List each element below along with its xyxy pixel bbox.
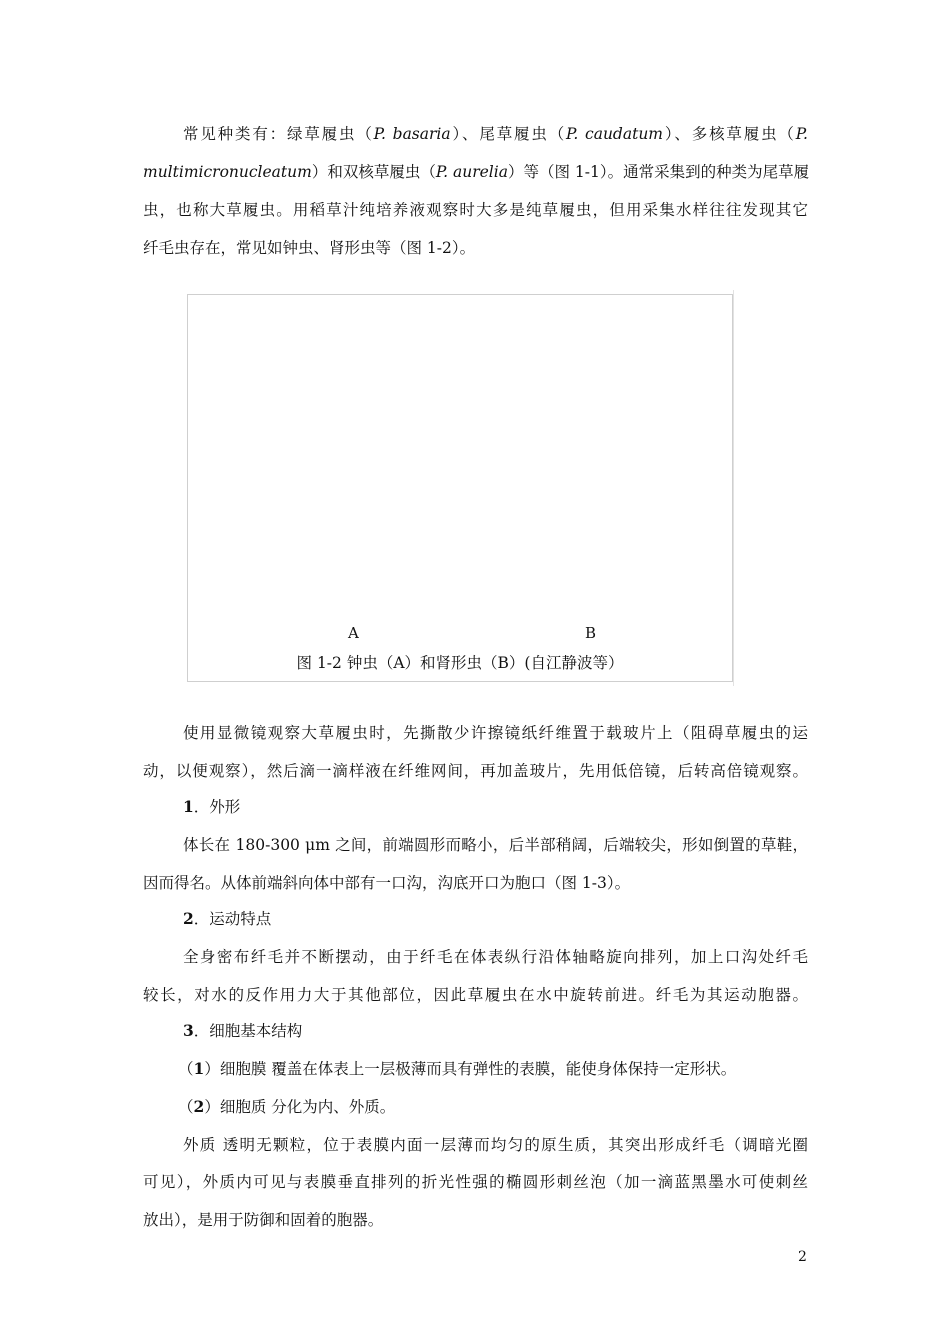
paragraph-2-line-1: 使用显微镜观察大草履虫时，先撕散少许擦镜纸纤维置于载玻片上（阻碍草履虫的运	[183, 724, 808, 742]
paragraph-5-line-3: 放出），是用于防御和固着的胞器。	[143, 1211, 384, 1229]
item-text: ）细胞质 分化为内、外质。	[204, 1098, 396, 1116]
section-heading-movement	[183, 909, 271, 929]
section-heading-structure	[183, 1021, 302, 1041]
species-name: P.	[795, 125, 808, 143]
paragraph-1-line-1	[183, 124, 808, 144]
species-name: P. caudatum	[566, 125, 663, 143]
subsection-cytoplasm	[178, 1097, 395, 1117]
heading-number: 1	[183, 797, 194, 816]
item-number: 2	[193, 1097, 205, 1116]
section-heading-shape	[183, 797, 240, 817]
paragraph-1-line-4: 纤毛虫存在，常见如钟虫、肾形虫等（图 1-2）。	[143, 239, 476, 257]
figure-1-2	[187, 294, 733, 682]
text-run: ）、多核草履虫（	[663, 125, 796, 143]
heading-number: 3	[183, 1021, 194, 1040]
heading-title: ．细胞基本结构	[193, 1022, 303, 1040]
text-run: ）和双核草履虫（	[311, 163, 436, 181]
paragraph-3-line-1: 体长在 180-300 μm 之间，前端圆形而略小，后半部稍阔，后端较尖，形如倒置的草鞋，	[183, 836, 808, 854]
paragraph-4-line-1: 全身密布纤毛并不断摆动，由于纤毛在体表纵行沿体轴略旋向排列，加上口沟处纤毛	[183, 948, 808, 966]
text-run: ）等（图 1-1）。通常采集到的种类为尾草履	[507, 163, 810, 181]
subsection-cell-membrane	[178, 1059, 736, 1079]
paragraph-5-line-1: 外质 透明无颗粒，位于表膜内面一层薄而均匀的原生质，其突出形成纤毛（调暗光圈	[183, 1136, 808, 1154]
text-run: 常见种类有：绿草履虫（	[183, 125, 374, 143]
paragraph-5-line-2: 可见），外质内可见与表膜垂直排列的折光性强的椭圆形刺丝泡（加一滴蓝黑墨水可使刺丝	[143, 1173, 808, 1191]
figure-label-b: B	[585, 624, 597, 642]
item-text: ）细胞膜 覆盖在体表上一层极薄而具有弹性的表膜，能使身体保持一定形状。	[204, 1060, 737, 1078]
species-name: multimicronucleatum	[143, 163, 312, 181]
paragraph-1-line-2	[143, 162, 808, 182]
item-number: 1	[193, 1059, 205, 1078]
figure-frame-edge	[733, 290, 734, 686]
paragraph-3-line-2: 因而得名。从体前端斜向体中部有一口沟，沟底开口为胞口（图 1-3）。	[143, 874, 631, 892]
heading-title: ．运动特点	[193, 910, 272, 928]
page-number: 2	[798, 1249, 807, 1265]
text-run: ）、尾草履虫（	[450, 125, 567, 143]
paragraph-2-line-2: 动，以便观察），然后滴一滴样液在纤维网间，再加盖玻片，先用低倍镜，后转高倍镜观察。	[143, 762, 808, 780]
species-name: P. aurelia	[435, 163, 508, 181]
species-name: P. basaria	[373, 125, 451, 143]
paren: （	[178, 1060, 194, 1078]
figure-caption: 图 1-2 钟虫（A）和肾形虫（B）(自江静波等）	[296, 654, 624, 672]
paragraph-1-line-3: 虫，也称大草履虫。用稻草汁纯培养液观察时大多是纯草履虫，但用采集水样往往发现其它	[143, 201, 808, 219]
heading-title: ．外形	[193, 798, 241, 816]
paragraph-4-line-2: 较长，对水的反作用力大于其他部位，因此草履虫在水中旋转前进。纤毛为其运动胞器。	[143, 986, 808, 1004]
heading-number: 2	[183, 909, 194, 928]
figure-label-a: A	[348, 624, 359, 642]
paren: （	[178, 1098, 194, 1116]
